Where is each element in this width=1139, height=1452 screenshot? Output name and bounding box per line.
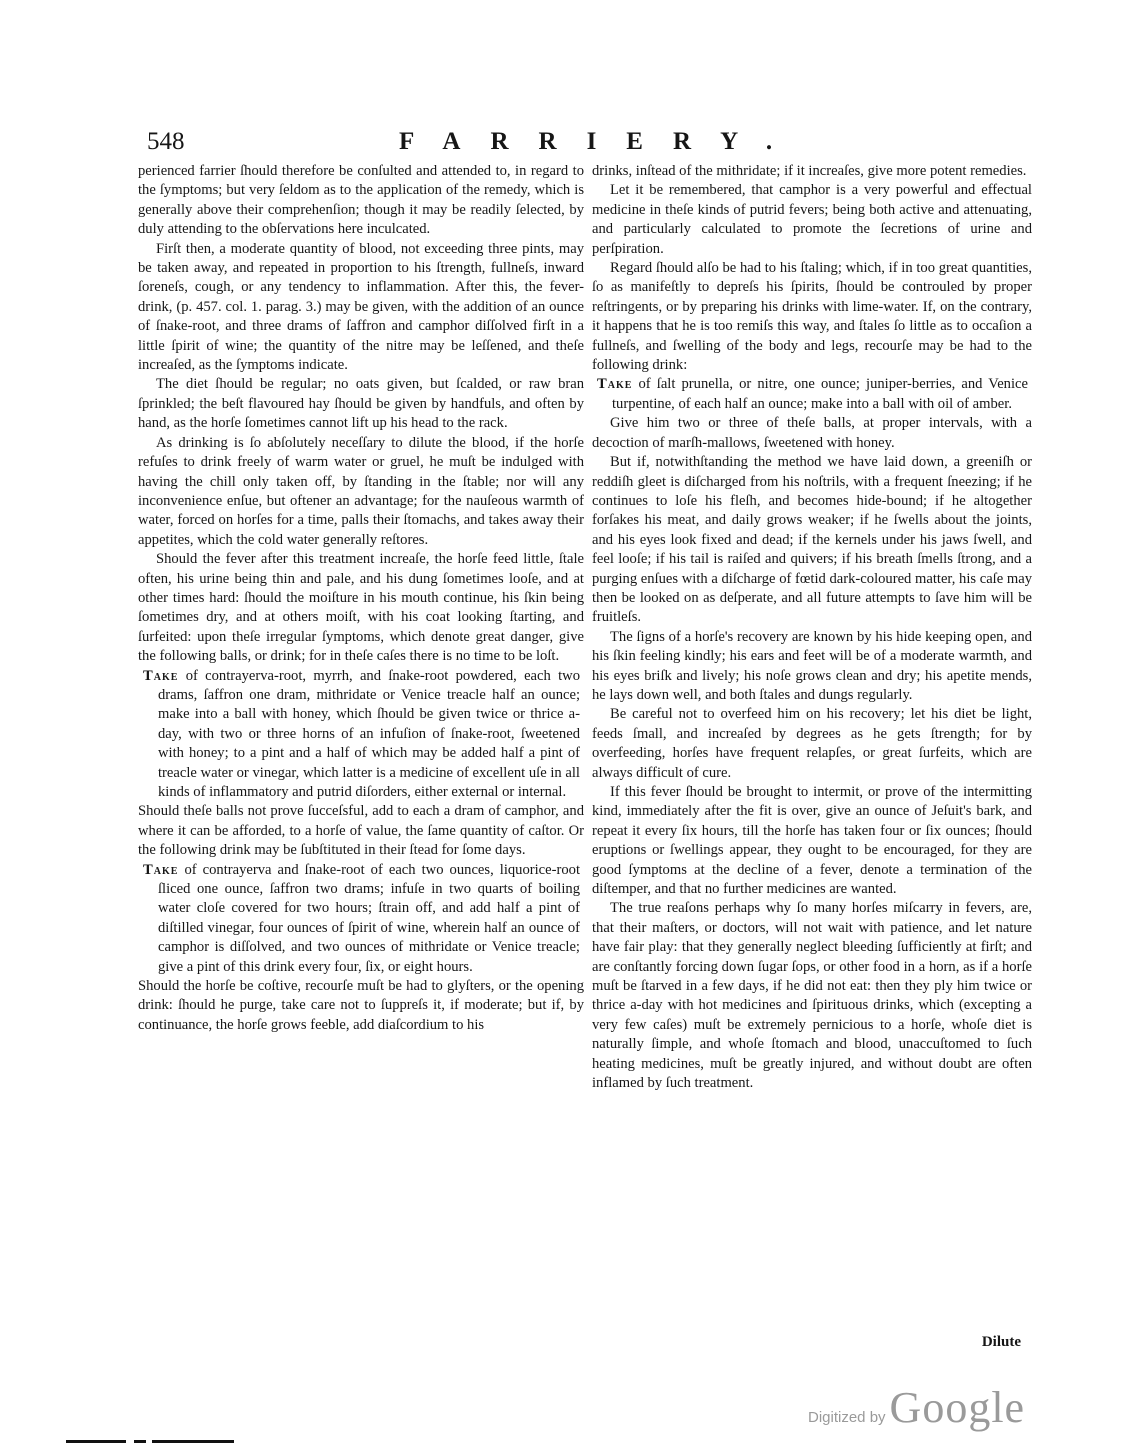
left-column [138, 162, 584, 1035]
paragraph-text: If this fever ſhould be brought to intermit, or prove of the intermitting kind, immediately after the fit is over, give an ounce of Jeſuit's bark, and repeat it every ſix hours, till the horſe has taken four or ſix ounces; ſhould eruptions or ſwellings appear, they ought to be encouraged, for they are good ſymptoms at the decline of a fever, denote a termination of the diſtemper, and that no further medicines are wanted. [592, 784, 1032, 898]
paragraph [138, 434, 584, 550]
recipe-lead-word: Take [597, 376, 633, 393]
scan-edge-mark [134, 1440, 146, 1443]
paragraph-text: Give him two or three of theſe balls, at proper intervals, with a decoction of marſh-mallows, ſweetened with honey. [592, 415, 1032, 451]
paragraph-text: Should the horſe be coſtive, recourſe muſt be had to glyſters, or the opening drink: ſhould he purge, take care not to ſuppreſs it, if moderate; but if, by continuance, the horſe grows feeble, add diaſcordium to his [138, 978, 584, 1033]
paragraph-text: of ſalt prunella, or nitre, one ounce; juniper-berries, and Venice turpentine, of each half an ounce; make into a ball with oil of amber. [612, 376, 1028, 412]
paragraph-text: drinks, inſtead of the mithridate; if it increaſes, give more potent remedies. [592, 163, 1027, 179]
paragraph-text: of contrayerva and ſnake-root of each two ounces, liquorice-root ſliced one ounce, ſaffron two drams; infuſe in two quarts of boiling water cloſe covered for two hours; ſtrain off, and add half a pint of diſtilled vinegar, four ounces of ſpirit of wine, wherein half an ounce of camphor is diſſolved, and two ounces of mithridate or Venice treacle; give a pint of this drink every four, ſix, or eight hours. [158, 861, 580, 975]
paragraph [138, 977, 584, 1035]
paragraph [592, 162, 1032, 181]
paragraph-text: Should the fever after this treatment increaſe, the horſe feed little, ſtale often, his urine being thin and pale, and his dung ſometimes looſe, and at other times hard: ſhould the moiſture in his mouth continue, his ſkin being ſometimes dry, and at others moiſt, with his coat looking ſtarting, and ſurfeited: upon theſe irregular ſymptoms, which denote great danger, give the following balls, or drink; for in theſe caſes there is no time to be loſt. [138, 551, 584, 665]
paragraph [592, 783, 1032, 899]
paragraph-text: But if, notwithſtanding the method we have laid down, a greeniſh or reddiſh gleet is diſcharged from his noſtrils, with a frequent ſneezing; if he continues to loſe his fleſh, and becomes hide-bound; if he altogether forſakes his meat, and daily grows weaker; if he ſwells about the joints, and his eyes look fixed and dead; if the kernels under his jaws ſwell, and feel looſe; if his tail is raiſed and quivers; if his breath ſmells ſtrong, and a purging enſues with a diſcharge of fœtid dark-coloured matter, his caſe may then be looked on as deſperate, and all future attempts to ſave him will be fruitleſs. [592, 454, 1032, 626]
scan-edge-mark [152, 1440, 234, 1443]
recipe-paragraph [138, 667, 584, 803]
catchword: Dilute [981, 1334, 1021, 1350]
google-watermark [808, 1382, 1025, 1433]
paragraph [138, 240, 584, 376]
paragraph [138, 550, 584, 666]
paragraph-text: Regard ſhould alſo be had to his ſtaling; which, if in too great quantities, ſo as manifeſtly to depreſs his ſpirits, ſhould be controuled by proper reſtringents, or by preparing his drinks with lime-water. If, on the contrary, it happens that he is too remiſs this way, and ſtales ſo little as to occaſion a fullneſs, and ſwelling of the body and legs, recourſe may be had to the following drink: [592, 260, 1032, 374]
right-column [592, 162, 1032, 1094]
watermark-prefix: Digitized by [808, 1409, 886, 1426]
paragraph [592, 259, 1032, 375]
recipe-paragraph [138, 861, 584, 977]
paragraph-text: Firſt then, a moderate quantity of blood, not exceeding three pints, may be taken away, and repeated in proportion to his ſtrength, fullneſs, inward ſoreneſs, cough, or any tendency to inflammation. After this, the fever-drink, (p. 457. col. 1. parag. 3.) may be given, with the addition of an ounce of ſnake-root, and three drams of ſaffron and camphor diſſolved firſt in a little ſpirit of wine; the quantity of the nitre may be leſſened, and theſe increaſed, as the ſymptoms indicate. [138, 240, 584, 374]
paragraph [138, 375, 584, 433]
paragraph [592, 628, 1032, 706]
paragraph-text: The diet ſhould be regular; no oats given, but ſcalded, or raw bran ſprinkled; the beſt flavoured hay ſhould be given by handfuls, and often by hand, as the horſe ſometimes cannot lift up his head to the rack. [138, 376, 584, 432]
running-title: FARRIERY. [399, 128, 803, 155]
recipe-lead-word: Take [143, 667, 179, 684]
paragraph [592, 414, 1032, 453]
scan-edge-mark [66, 1440, 126, 1443]
paragraph-text: perienced farrier ſhould therefore be conſulted and attended to, in regard to the ſymptoms; but very ſeldom as to the application of the remedy, which is generally above their comprehenſion; though it may be readily ſelected, by duly attending to the obſervations here inculcated. [138, 163, 584, 238]
paragraph-text: The true reaſons perhaps why ſo many horſes miſcarry in fevers, are, that their maſters, or doctors, will not wait with patience, and let nature have fair play: that they generally neglect bleeding ſufficiently at firſt; and are conſtantly forcing down ſugar ſops, or other food in a horn, as if a horſe muſt be ſtarved in a few days, if he did not eat: then they ply him twice or thrice a-day with hot medicines and ſpirituous drinks, which (excepting a very few caſes) muſt be extremely pernicious to a horſe, whoſe diet is naturally ſimple, and whoſe ſtomach and blood, unaccuſtomed to ſuch heating medicines, muſt be greatly injured, and without doubt are often inflamed by ſuch treatment. [592, 900, 1032, 1092]
paragraph [138, 162, 584, 240]
page-number: 548 [147, 128, 185, 155]
page-header [0, 128, 1139, 158]
paragraph-text: Should theſe balls not prove ſucceſsful, add to each a dram of camphor, and where it can be afforded, to a horſe of value, the ſame quantity of caſtor. Or the following drink may be ſubſtituted in their ſtead for ſome days. [138, 803, 584, 859]
paragraph-text: As drinking is ſo abſolutely neceſſary to dilute the blood, if the horſe refuſes to drink freely of warm water or gruel, he muſt be indulged with having the chill only taken off, by ſtanding in the ſtable; nor will any inconvenience enſue, but oftener an advantage; for the nauſeous warmth of water, forced on horſes for a time, palls their ſtomachs, and takes away their appetites, which the cold water generally reſtores. [138, 434, 584, 548]
paragraph-text: Be careful not to overfeed him on his recovery; let his diet be light, feeds ſmall, and increaſed by degrees as he gets ſtrength; for by overfeeding, horſes have frequent relapſes, or great ſurfeits, which are always difficult of cure. [592, 706, 1032, 781]
paragraph [592, 181, 1032, 259]
recipe-paragraph [592, 375, 1032, 414]
paragraph-text: of contrayerva-root, myrrh, and ſnake-root powdered, each two drams, ſaffron one dram, mithridate or Venice treacle half an ounce; make into a ball with honey, which ſhould be given twice or thrice a-day, with two or three horns of an infuſion of ſnake-root, ſweetened with honey; to a pint and a half of which may be added half a pint of treacle water or vinegar, which latter is a medicine of excellent uſe in all kinds of inflammatory and putrid diſorders, either external or internal. [158, 667, 580, 800]
paragraph [592, 705, 1032, 783]
paragraph [138, 802, 584, 860]
paragraph-text: The ſigns of a horſe's recovery are known by his hide keeping open, and his ſkin feeling kindly; his ears and feet will be of a moderate warmth, and his eyes briſk and lively; his noſe grows clean and dry; his apetite mends, he lays down well, and both ſtales and dungs regularly. [592, 628, 1032, 703]
recipe-lead-word: Take [143, 861, 179, 878]
paragraph [592, 453, 1032, 628]
watermark-brand-logo: Google [889, 1383, 1026, 1432]
paragraph [592, 899, 1032, 1093]
paragraph-text: Let it be remembered, that camphor is a very powerful and effectual medicine in theſe kinds of putrid fevers; being both active and attenuating, and particularly calculated to promote the ſecretions of urine and perſpiration. [592, 182, 1032, 257]
